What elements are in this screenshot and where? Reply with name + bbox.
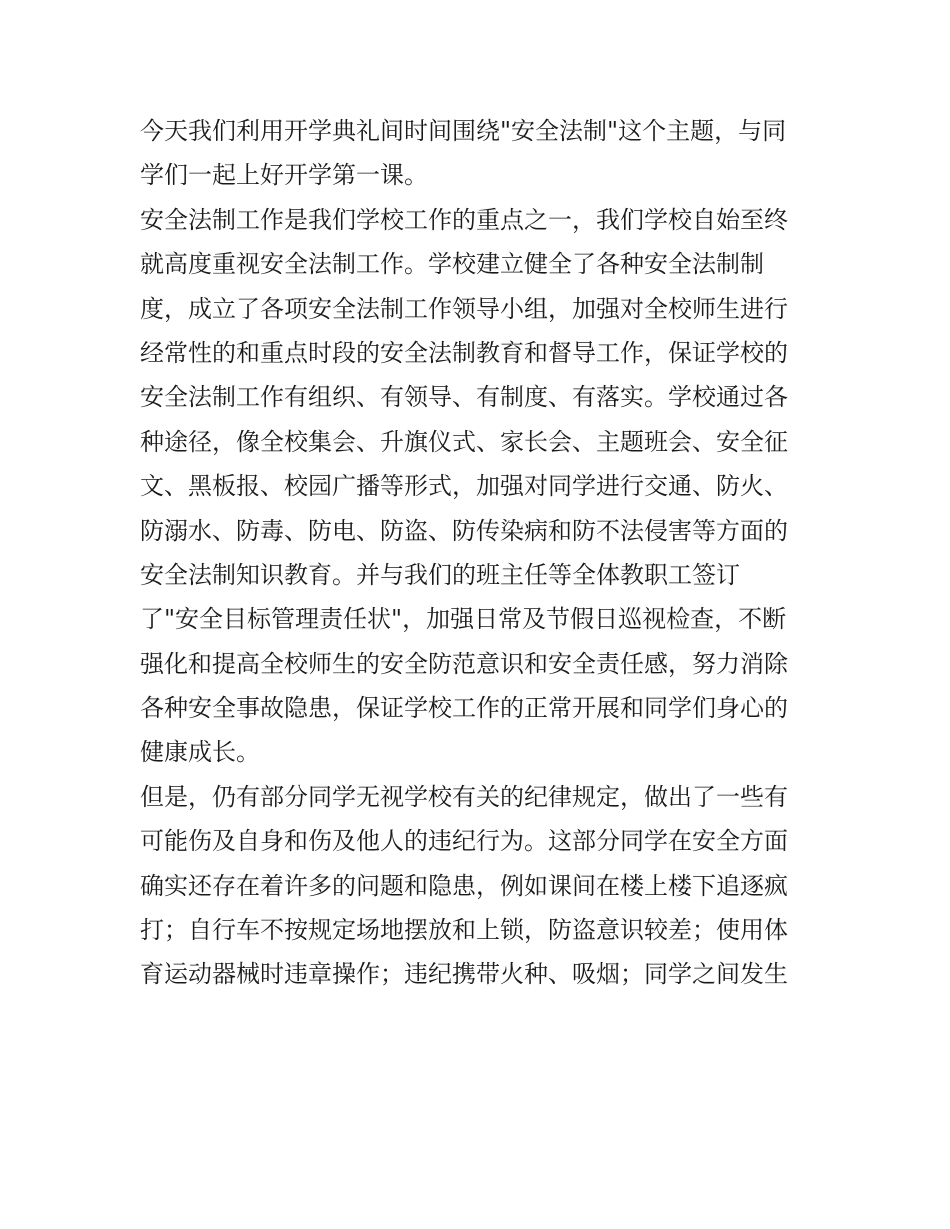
text-line: 学们一起上好开学第一课。 — [140, 161, 428, 190]
document-body — [140, 109, 820, 997]
text-line: 各种安全事故隐患，保证学校工作的正常开展和同学们身心的 — [140, 694, 788, 723]
text-line: 度，成立了各项安全法制工作领导小组，加强对全校师生进行 — [140, 294, 788, 323]
text-line: 安全法制工作是我们学校工作的重点之一，我们学校自始至终 — [140, 205, 788, 234]
text-line: 防溺水、防毒、防电、防盗、防传染病和防不法侵害等方面的 — [140, 516, 788, 545]
text-line: 确实还存在着许多的问题和隐患，例如课间在楼上楼下追逐疯 — [140, 871, 788, 900]
text-line: 就高度重视安全法制工作。学校建立健全了各种安全法制制 — [140, 250, 764, 279]
text-line: 经常性的和重点时段的安全法制教育和督导工作，保证学校的 — [140, 338, 788, 367]
text-line: 文、黑板报、校园广播等形式，加强对同学进行交通、防火、 — [140, 472, 788, 501]
text-line: 今天我们利用开学典礼间时间围绕"安全法制"这个主题，与同 — [140, 117, 787, 145]
text-line: 健康成长。 — [140, 738, 260, 767]
text-line: 强化和提高全校师生的安全防范意识和安全责任感，努力消除 — [140, 649, 788, 678]
text-line: 育运动器械时违章操作；违纪携带火种、吸烟；同学之间发生 — [140, 960, 788, 989]
text-line: 种途径，像全校集会、升旗仪式、家长会、主题班会、安全征 — [140, 427, 788, 456]
text-line: 打；自行车不按规定场地摆放和上锁，防盗意识较差；使用体 — [140, 916, 788, 945]
text-line: 安全法制工作有组织、有领导、有制度、有落实。学校通过各 — [140, 383, 788, 412]
text-line: 了"安全目标管理责任状"，加强日常及节假日巡视检查，不断 — [140, 605, 787, 634]
text-line: 安全法制知识教育。并与我们的班主任等全体教职工签订 — [140, 560, 740, 589]
text-line: 但是，仍有部分同学无视学校有关的纪律规定，做出了一些有 — [140, 782, 788, 811]
text-line: 可能伤及自身和伤及他人的违纪行为。这部分同学在安全方面 — [140, 827, 788, 856]
